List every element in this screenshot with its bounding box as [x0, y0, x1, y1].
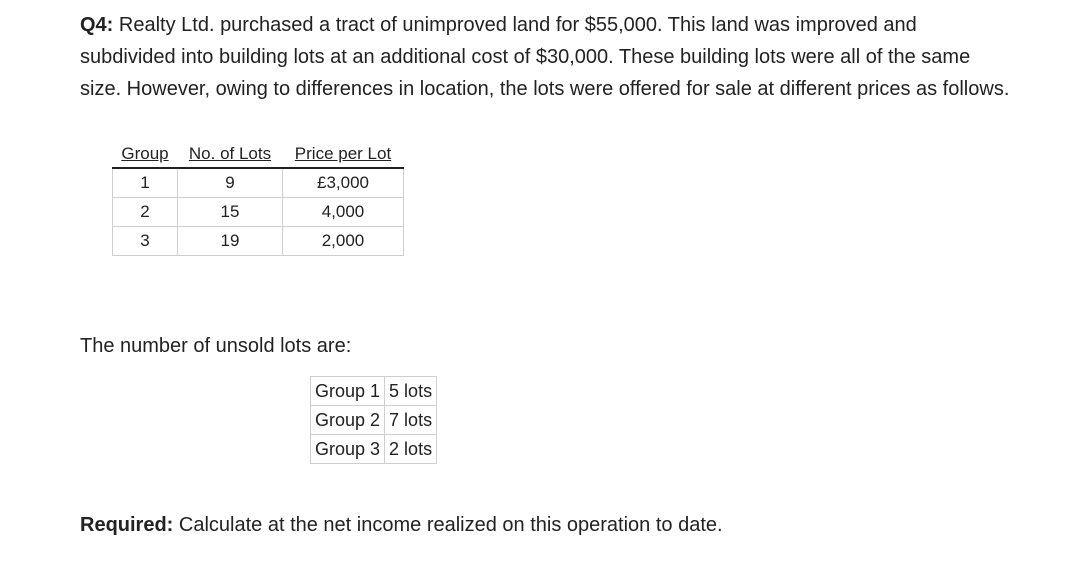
header-group: Group: [113, 141, 178, 168]
table-header-row: [113, 141, 404, 168]
cell-group: Group 2: [311, 406, 385, 435]
table-row: [113, 227, 404, 256]
table-row: [311, 406, 437, 435]
cell-group: 1: [113, 168, 178, 198]
question-body: Realty Ltd. purchased a tract of unimproved land for $55,000. This land was improved and subdivided into building lots at an additional cost of $30,000. These building lots were all of the same size. However, owing to differences in location, the lots were offered for sale at different prices as follows.: [80, 14, 1010, 100]
required-text: [80, 511, 723, 539]
header-price-per-lot: Price per Lot: [283, 141, 404, 168]
question-label: Q4:: [80, 14, 114, 36]
table-row: [311, 435, 437, 464]
required-label: Required:: [80, 514, 174, 536]
cell-lots: 5 lots: [385, 377, 437, 406]
cell-group: 3: [113, 227, 178, 256]
required-body: Calculate at the net income realized on this operation to date.: [173, 514, 723, 536]
cell-price-per-lot: 2,000: [283, 227, 404, 256]
cell-group: Group 3: [311, 435, 385, 464]
cell-no-of-lots: 9: [178, 168, 283, 198]
cell-lots: 7 lots: [385, 406, 437, 435]
table-row: [113, 168, 404, 198]
header-no-of-lots: No. of Lots: [178, 141, 283, 168]
table-row: [311, 377, 437, 406]
cell-lots: 2 lots: [385, 435, 437, 464]
table-row: [113, 198, 404, 227]
cell-group: 2: [113, 198, 178, 227]
cell-no-of-lots: 19: [178, 227, 283, 256]
lots-price-table: [112, 141, 404, 256]
cell-group: Group 1: [311, 377, 385, 406]
unsold-lots-table: [310, 376, 437, 464]
cell-price-per-lot: 4,000: [283, 198, 404, 227]
unsold-intro-text: The number of unsold lots are:: [80, 335, 352, 357]
cell-price-per-lot: £3,000: [283, 168, 404, 198]
cell-no-of-lots: 15: [178, 198, 283, 227]
question-text: [80, 9, 1010, 105]
